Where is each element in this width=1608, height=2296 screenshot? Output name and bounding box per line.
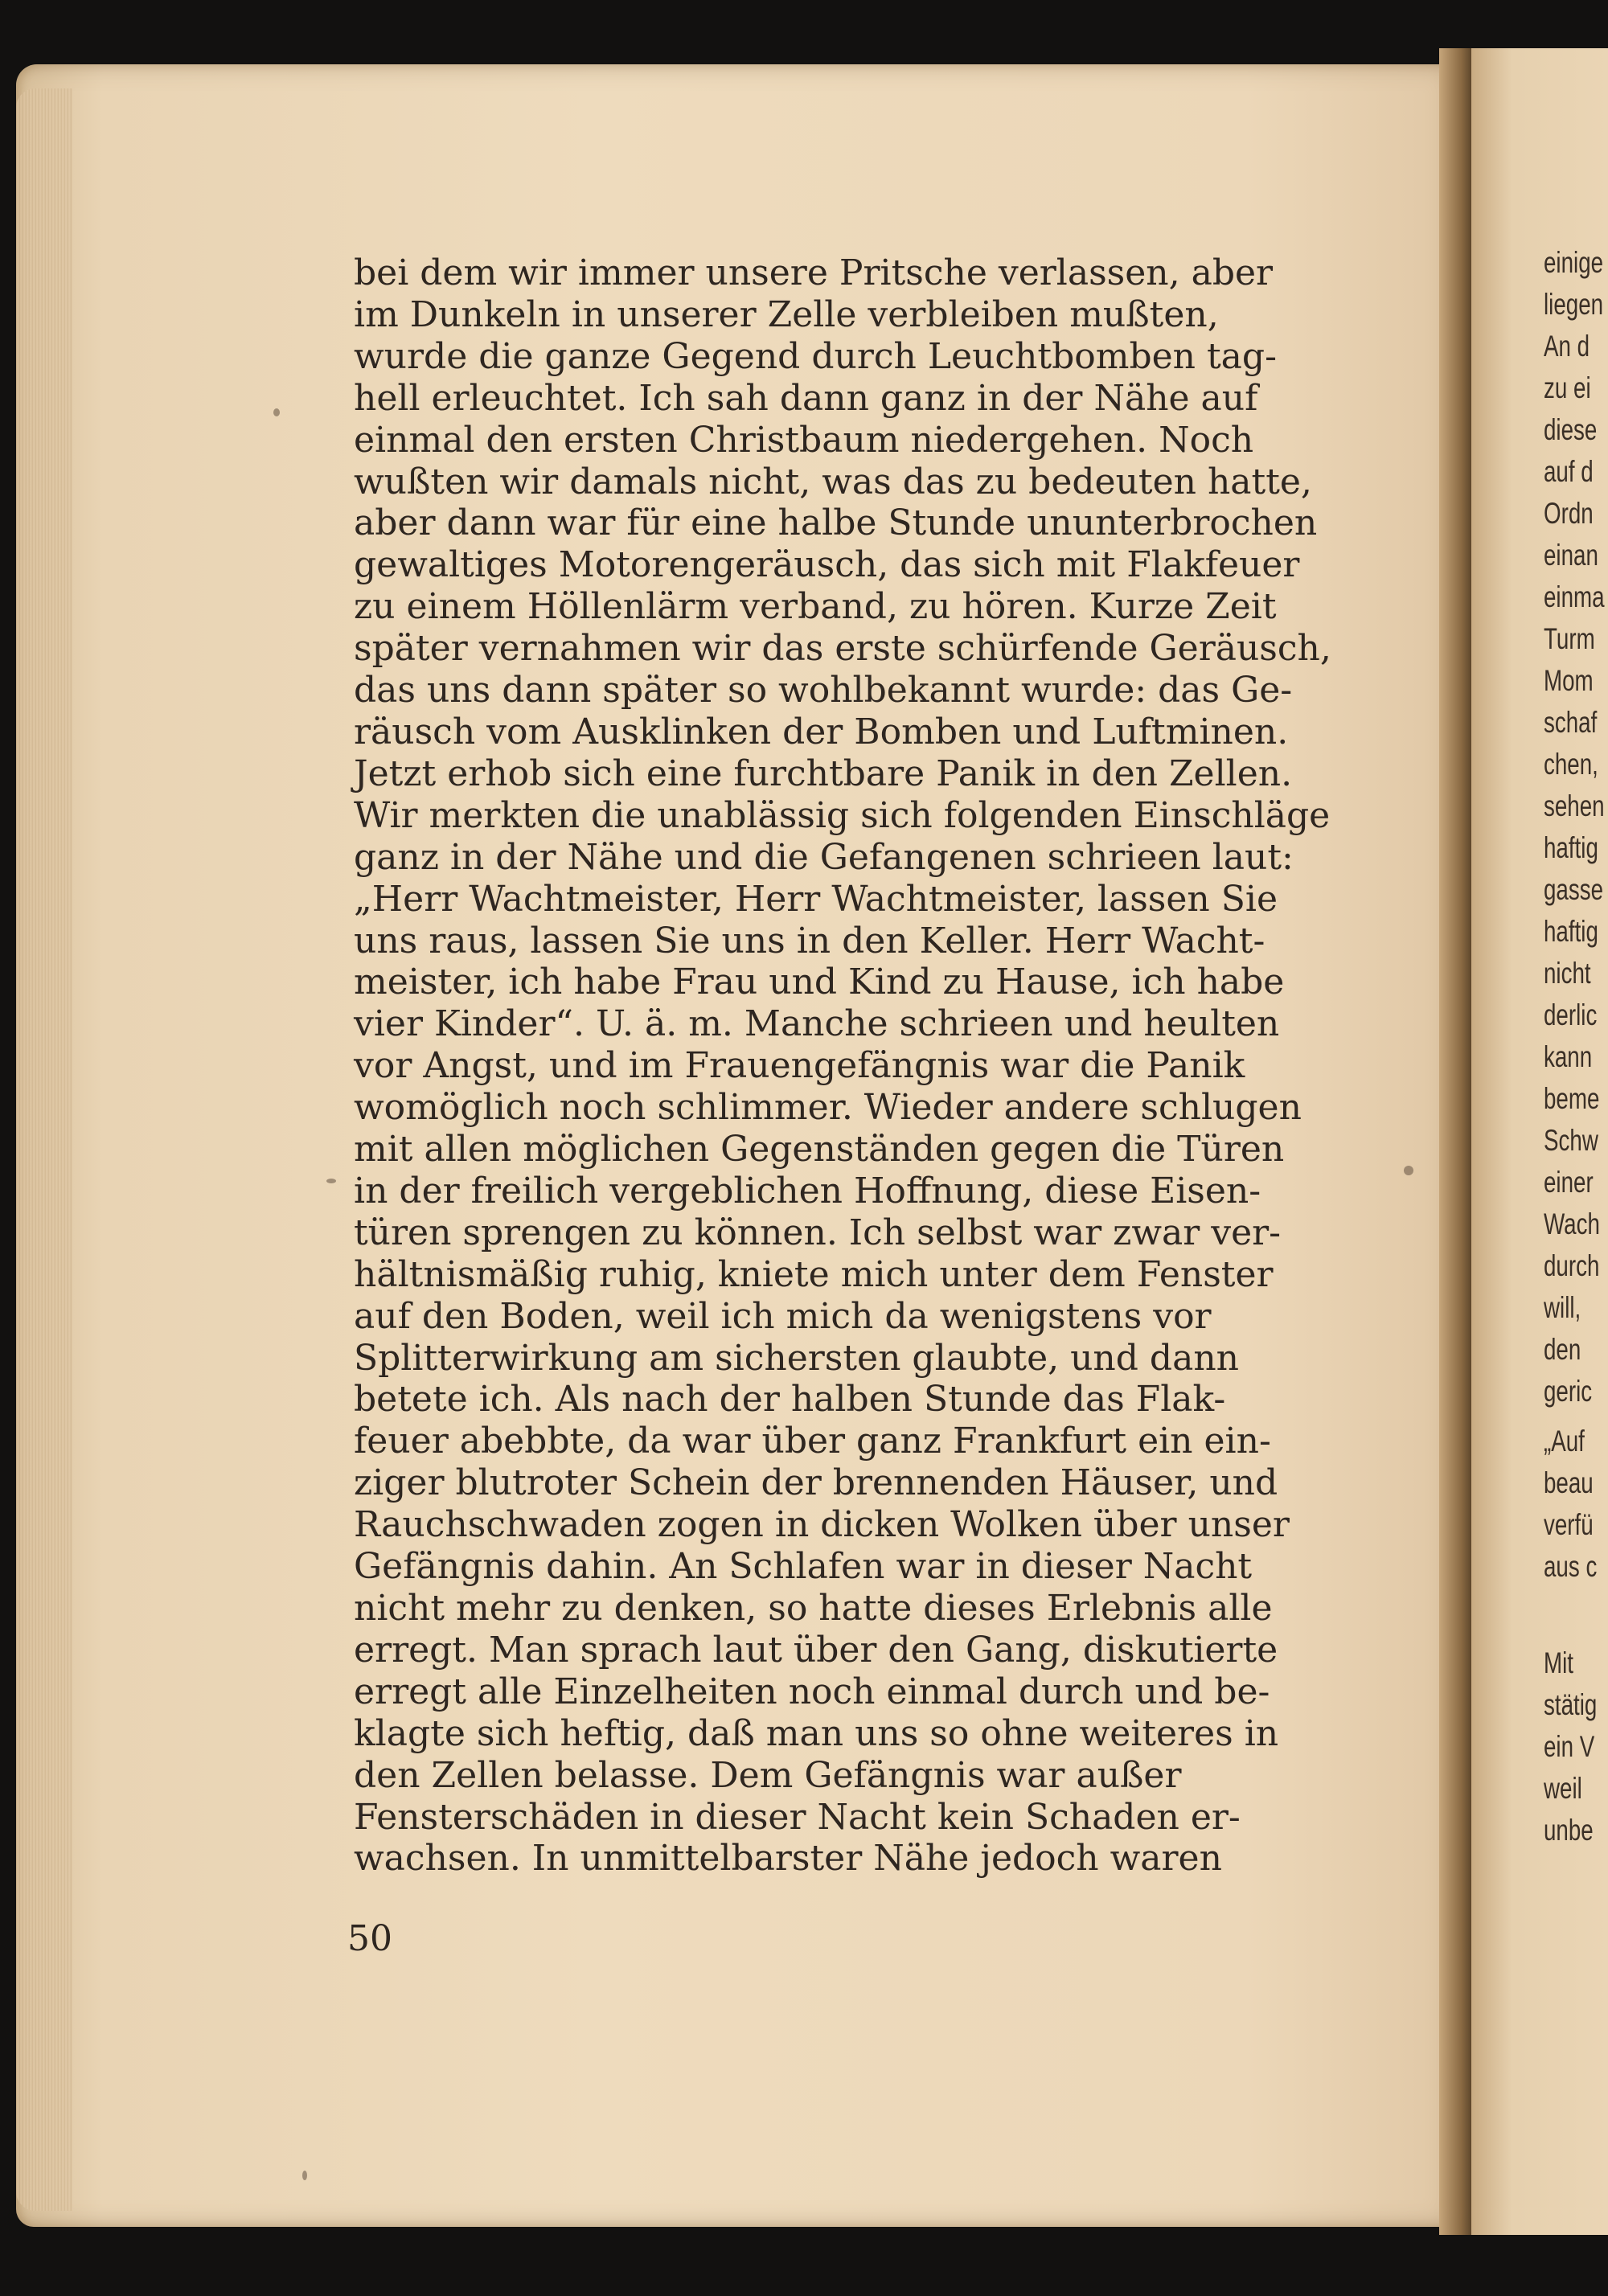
right-page-fragment: haftig: [1544, 915, 1598, 948]
right-page-fragment: Wach: [1544, 1207, 1600, 1240]
right-page-fragment: Turm: [1544, 622, 1595, 655]
text-line: einmal den ersten Christbaum niedergehen. Noch: [354, 419, 1254, 461]
text-line: gewaltiges Motorengeräusch, das sich mit Flakfeuer: [354, 544, 1300, 586]
text-line: meister, ich habe Frau und Kind zu Hause, ich habe: [354, 961, 1285, 1003]
text-line: wachsen. In unmittelbarster Nähe jedoch waren: [354, 1838, 1222, 1880]
text-line: ziger blutroter Schein der brennenden Häuser, und: [354, 1462, 1278, 1504]
right-page-fragment: Schw: [1544, 1124, 1598, 1157]
text-line: nicht mehr zu denken, so hatte dieses Erlebnis alle: [354, 1588, 1273, 1629]
ink-speck: [273, 408, 280, 416]
right-page-fragment: einige: [1544, 246, 1604, 279]
page-edge-stack: [16, 88, 72, 2211]
right-page-fragment: Ordn: [1544, 497, 1594, 530]
text-line: erregt alle Einzelheiten noch einmal durch und be-: [354, 1671, 1270, 1712]
right-page-fragment: stätig: [1544, 1688, 1598, 1721]
text-line: im Dunkeln in unserer Zelle verbleiben mußten,: [354, 293, 1219, 335]
text-line: vor Angst, und im Frauengefängnis war die Panik: [354, 1045, 1245, 1087]
right-page-fragment: einer: [1544, 1166, 1594, 1199]
right-page-fragment: einma: [1544, 580, 1605, 613]
right-page-fragment: will,: [1544, 1291, 1581, 1324]
text-line: wußten wir damals nicht, was das zu bedeuten hatte,: [354, 461, 1312, 502]
text-line: Splitterwirkung am sichersten glaubte, und dann: [354, 1337, 1239, 1379]
right-page-fragment: liegen: [1544, 288, 1604, 321]
text-line: „Herr Wachtmeister, Herr Wachtmeister, lassen Sie: [354, 878, 1278, 920]
right-page-fragment: aus c: [1544, 1550, 1598, 1583]
right-page-fragment: Mom: [1544, 664, 1594, 697]
text-line: womöglich noch schlimmer. Wieder andere schlugen: [354, 1087, 1302, 1129]
right-page-fragment: sehen: [1544, 789, 1605, 822]
right-page-fragment: chen,: [1544, 748, 1598, 781]
ink-speck: [302, 2171, 307, 2180]
right-page-fragment: ein V: [1544, 1730, 1595, 1763]
text-line: hältnismäßig ruhig, kniete mich unter dem Fenster: [354, 1253, 1274, 1295]
text-line: aber dann war für eine halbe Stunde ununterbrochen: [354, 502, 1318, 544]
right-page-fragment: gasse: [1544, 873, 1604, 906]
right-page-fragment: unbe: [1544, 1814, 1594, 1847]
right-page-fragment: Mit: [1544, 1646, 1573, 1679]
right-page-fragment: „Auf: [1544, 1425, 1585, 1458]
text-line: feuer abebbte, da war über ganz Frankfurt ein ein-: [354, 1421, 1271, 1462]
text-line: erregt. Man sprach laut über den Gang, diskutierte: [354, 1629, 1278, 1671]
text-line: mit allen möglichen Gegenständen gegen die Türen: [354, 1129, 1285, 1171]
text-line: vier Kinder“. U. ä. m. Manche schrieen und heulten: [354, 1003, 1280, 1045]
text-line: später vernahmen wir das erste schürfende Geräusch,: [354, 628, 1331, 670]
text-line: türen sprengen zu können. Ich selbst war zwar ver-: [354, 1212, 1282, 1253]
right-page-fragment: weil: [1544, 1772, 1582, 1805]
text-line: uns raus, lassen Sie uns in den Keller. Herr Wacht-: [354, 920, 1265, 961]
right-page-fragment: beme: [1544, 1082, 1600, 1115]
text-line: Wir merkten die unablässig sich folgenden Einschläge: [354, 794, 1331, 836]
text-line: Gefängnis dahin. An Schlafen war in dieser Nacht: [354, 1546, 1253, 1588]
text-line: räusch vom Ausklinken der Bomben und Luftminen.: [354, 711, 1289, 752]
text-line: wurde die ganze Gegend durch Leuchtbomben tag-: [354, 335, 1277, 377]
text-line: das uns dann später so wohlbekannt wurde: das Ge-: [354, 670, 1293, 711]
text-line: Rauchschwaden zogen in dicken Wolken über unser: [354, 1504, 1290, 1546]
text-line: ganz in der Nähe und die Gefangenen schrieen laut:: [354, 836, 1294, 878]
text-line: hell erleuchtet. Ich sah dann ganz in der Nähe auf: [354, 377, 1258, 419]
text-line: in der freilich vergeblichen Hoffnung, diese Eisen-: [354, 1170, 1261, 1212]
right-page-fragment: kann: [1544, 1040, 1593, 1073]
right-page-fragment: diese: [1544, 413, 1598, 446]
text-line: betete ich. Als nach der halben Stunde das Flak-: [354, 1379, 1226, 1421]
right-page-fragment: beau: [1544, 1466, 1594, 1499]
right-page-fragment: haftig: [1544, 831, 1598, 864]
ink-speck: [326, 1179, 336, 1183]
right-page-fragment: geric: [1544, 1375, 1593, 1408]
text-line: zu einem Höllenlärm verband, zu hören. Kurze Zeit: [354, 586, 1277, 628]
text-line: Jetzt erhob sich eine furchtbare Panik in den Zellen.: [354, 752, 1293, 794]
text-line: klagte sich heftig, daß man uns so ohne weiteres in: [354, 1712, 1279, 1754]
text-line: den Zellen belasse. Dem Gefängnis war außer: [354, 1754, 1182, 1796]
right-page-fragment: den: [1544, 1333, 1581, 1366]
text-line: bei dem wir immer unsere Pritsche verlassen, aber: [354, 252, 1274, 293]
right-page-fragment: nicht: [1544, 957, 1591, 990]
text-line: auf den Boden, weil ich mich da wenigstens vor: [354, 1295, 1212, 1337]
page-number: 50: [347, 1918, 392, 1959]
right-page-fragment: derlic: [1544, 998, 1598, 1031]
right-page-fragment: auf d: [1544, 455, 1594, 488]
text-line: Fensterschäden in dieser Nacht kein Schaden er-: [354, 1796, 1241, 1838]
ink-speck: [1404, 1166, 1413, 1175]
body-text: [354, 252, 1355, 1880]
right-page-fragment: einan: [1544, 539, 1598, 572]
right-page-fragment: An d: [1544, 330, 1590, 363]
right-page-fragment: zu ei: [1544, 371, 1591, 404]
right-page-fragment: verfü: [1544, 1508, 1594, 1541]
right-page-fragment: schaf: [1544, 706, 1598, 739]
right-page-fragment: durch: [1544, 1249, 1600, 1282]
